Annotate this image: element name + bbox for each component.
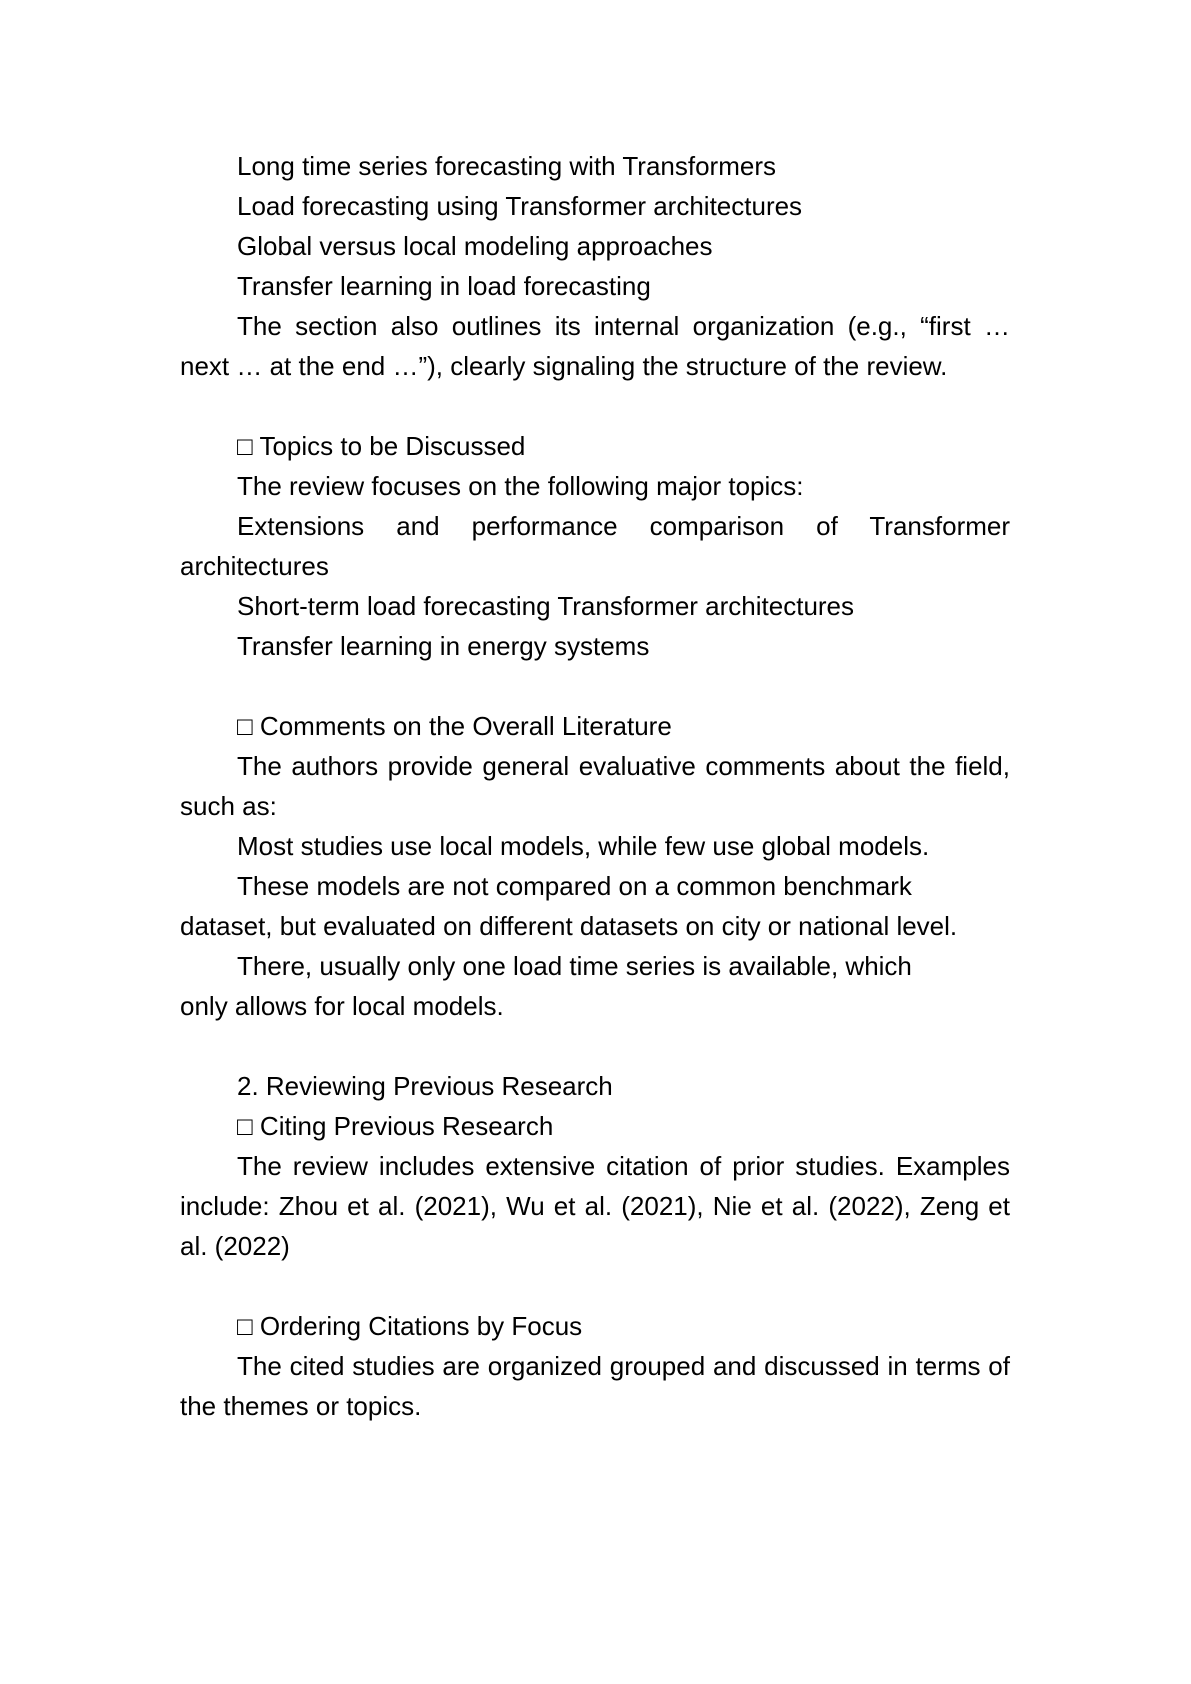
list-item: There, usually only one load time series is available, which [237, 951, 912, 981]
section-heading: □ Comments on the Overall Literature [237, 711, 672, 741]
subsection-heading: □ Ordering Citations by Focus [237, 1311, 583, 1341]
spacer [180, 1026, 1010, 1066]
paragraph: The review includes extensive citation of prior studies. Examples include: Zhou et al. (2021), Wu et al. (2021), Nie et al. (2022), Zeng et al. (2022) [180, 1151, 1010, 1261]
list-item: Long time series forecasting with Transformers [237, 151, 776, 181]
list-item: Load forecasting using Transformer architectures [237, 191, 803, 221]
list-item: Global versus local modeling approaches [237, 231, 713, 261]
document-body [180, 146, 1010, 1426]
list-item: Transfer learning in load forecasting [237, 271, 651, 301]
paragraph: The authors provide general evaluative comments about the field, such as: [180, 751, 1010, 821]
list-item-continuation: dataset, but evaluated on different datasets on city or national level. [180, 911, 958, 941]
spacer [180, 386, 1010, 426]
paragraph: The cited studies are organized grouped and discussed in terms of the themes or topics. [180, 1351, 1010, 1421]
subsection-heading: □ Citing Previous Research [237, 1111, 554, 1141]
list-item: These models are not compared on a common benchmark [237, 871, 912, 901]
paragraph: The section also outlines its internal organization (e.g., “first … next … at the end …”), clearly signaling the structure of the review. [180, 311, 1010, 381]
paragraph: The review focuses on the following major topics: [237, 471, 804, 501]
spacer [180, 1266, 1010, 1306]
list-item: Transfer learning in energy systems [237, 631, 650, 661]
section-heading: 2. Reviewing Previous Research [237, 1071, 613, 1101]
list-item: Short-term load forecasting Transformer architectures [237, 591, 855, 621]
spacer [180, 666, 1010, 706]
list-item: Extensions and performance comparison of Transformer architectures [180, 511, 1010, 581]
list-item-continuation: only allows for local models. [180, 991, 504, 1021]
section-heading: □ Topics to be Discussed [237, 431, 526, 461]
list-item: Most studies use local models, while few use global models. [237, 831, 930, 861]
